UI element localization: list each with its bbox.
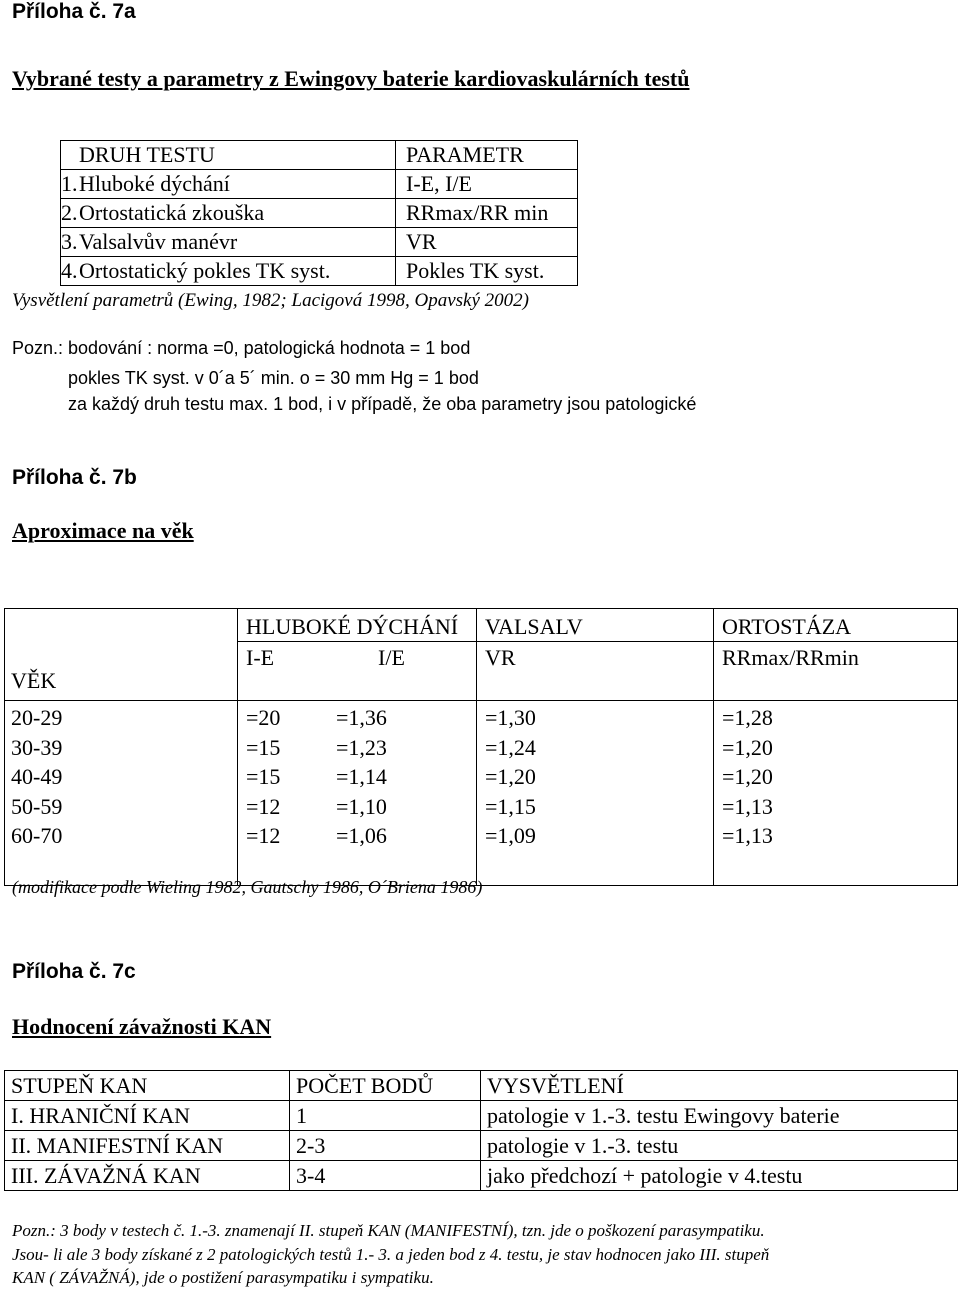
rr-value: =1,20 bbox=[722, 734, 773, 760]
rr-value: =1,13 bbox=[722, 793, 773, 819]
age-column bbox=[5, 701, 238, 886]
ie-value: =15 bbox=[246, 734, 281, 760]
test-cell bbox=[61, 199, 396, 228]
table-row bbox=[5, 1131, 958, 1161]
ie-value: =12 bbox=[246, 793, 281, 819]
table-row bbox=[61, 257, 578, 286]
grade-cell: II. MANIFESTNÍ KAN bbox=[5, 1131, 290, 1161]
kan-severity-table bbox=[4, 1070, 958, 1191]
age-cell: 40-49 bbox=[11, 764, 63, 789]
age-cell: 30-39 bbox=[11, 734, 63, 760]
param-cell: I-E, I/E bbox=[396, 170, 578, 199]
subheader-rr: RRmax/RRmin bbox=[714, 642, 958, 701]
header-explanation: VYSVĚTLENÍ bbox=[481, 1071, 958, 1101]
explanation-cell: patologie v 1.-3. testu Ewingovy baterie bbox=[481, 1101, 958, 1131]
i-over-e-value: =1,14 bbox=[336, 764, 387, 789]
kan-note-line3: KAN ( ZÁVAŽNÁ), jde o postižení parasympatiku i sympatiku. bbox=[12, 1268, 434, 1287]
valsalva-column bbox=[477, 701, 714, 886]
age-approximation-table bbox=[4, 608, 958, 886]
table-row bbox=[246, 703, 476, 733]
test-name: Ortostatický pokles TK syst. bbox=[79, 258, 331, 283]
table-row bbox=[246, 762, 476, 792]
table-row bbox=[5, 1161, 958, 1191]
scoring-note-line3: za každý druh testu max. 1 bod, i v případě, že oba parametry jsou patologické bbox=[68, 394, 697, 414]
vr-value: =1,30 bbox=[485, 705, 536, 730]
table-header-row bbox=[5, 1071, 958, 1101]
rr-value: =1,13 bbox=[722, 823, 773, 848]
points-cell: 1 bbox=[290, 1101, 481, 1131]
table-body-row bbox=[5, 701, 958, 886]
header-points: POČET BODŮ bbox=[290, 1071, 481, 1101]
rr-value: =1,28 bbox=[722, 705, 773, 730]
grade-cell: III. ZÁVAŽNÁ KAN bbox=[5, 1161, 290, 1191]
vr-value: =1,15 bbox=[485, 793, 536, 819]
explanation-cell: jako předchozí + patologie v 4.testu bbox=[481, 1161, 958, 1191]
test-name: Valsalvův manévr bbox=[79, 229, 238, 254]
subheader-ie: I-E bbox=[246, 645, 275, 670]
subheader-vr: VR bbox=[477, 642, 714, 701]
header-age: VĚK bbox=[5, 609, 238, 701]
i-over-e-value: =1,23 bbox=[336, 734, 387, 760]
grade-cell: I. HRANIČNÍ KAN bbox=[5, 1101, 290, 1131]
age-cell: 50-59 bbox=[11, 793, 63, 819]
points-cell: 3-4 bbox=[290, 1161, 481, 1191]
points-cell: 2-3 bbox=[290, 1131, 481, 1161]
row-number: 2. bbox=[61, 200, 78, 225]
age-cell: 20-29 bbox=[11, 705, 63, 730]
table-row bbox=[5, 1101, 958, 1131]
vr-value: =1,24 bbox=[485, 734, 536, 760]
param-cell: RRmax/RR min bbox=[396, 199, 578, 228]
orthostasis-column bbox=[714, 701, 958, 886]
header-orthostasis: ORTOSTÁZA bbox=[714, 609, 958, 642]
scoring-note-line1: Pozn.: bodování : norma =0, patologická hodnota = 1 bod bbox=[12, 338, 471, 358]
header-parameter: PARAMETR bbox=[396, 141, 578, 170]
appendix-b-title: Aproximace na věk bbox=[12, 518, 194, 543]
ie-value: =12 bbox=[246, 823, 281, 848]
param-cell: VR bbox=[396, 228, 578, 257]
param-cell: Pokles TK syst. bbox=[396, 257, 578, 286]
appendix-a-title: Vybrané testy a parametry z Ewingovy baterie kardiovaskulárních testů bbox=[12, 66, 690, 91]
table-row bbox=[246, 792, 476, 822]
subheader-deep-breathing bbox=[238, 642, 477, 701]
rr-value: =1,20 bbox=[722, 764, 773, 789]
table-caption: Vysvětlení parametrů (Ewing, 1982; Lacigová 1998, Opavský 2002) bbox=[12, 290, 529, 311]
table-row bbox=[61, 228, 578, 257]
row-number: 1. bbox=[61, 171, 78, 196]
test-name: Ortostatická zkouška bbox=[79, 200, 265, 225]
tests-table bbox=[60, 140, 578, 286]
table-row bbox=[61, 199, 578, 228]
appendix-a-heading: Příloha č. 7a bbox=[12, 0, 136, 23]
vr-value: =1,09 bbox=[485, 823, 536, 848]
appendix-c-heading: Příloha č. 7c bbox=[12, 960, 136, 983]
table-row bbox=[246, 821, 476, 851]
i-over-e-value: =1,36 bbox=[336, 705, 387, 730]
scoring-note-line2: pokles TK syst. v 0´a 5´ min. o = 30 mm Hg = 1 bod bbox=[68, 368, 479, 388]
test-cell bbox=[61, 170, 396, 199]
deep-breathing-column bbox=[238, 701, 477, 886]
header-test-type: DRUH TESTU bbox=[61, 141, 396, 170]
kan-note-line2: Jsou- li ale 3 body získané z 2 patologických testů 1.- 3. a jeden bod z 4. testu, je stav hodnocen jako III. stupeň bbox=[12, 1245, 770, 1264]
age-table-caption: (modifikace podle Wieling 1982, Gautschy 1986, O´Briena 1986) bbox=[12, 877, 483, 897]
appendix-c-title: Hodnocení závažnosti KAN bbox=[12, 1014, 272, 1039]
subheader-i-over-e: I/E bbox=[378, 645, 405, 670]
header-grade: STUPEŇ KAN bbox=[5, 1071, 290, 1101]
table-header-row bbox=[5, 609, 958, 642]
age-cell: 60-70 bbox=[11, 823, 63, 848]
test-cell bbox=[61, 228, 396, 257]
ie-value: =15 bbox=[246, 764, 281, 789]
ie-value: =20 bbox=[246, 705, 281, 730]
header-deep-breathing: HLUBOKÉ DÝCHÁNÍ bbox=[238, 609, 477, 642]
appendix-b-heading: Příloha č. 7b bbox=[12, 466, 137, 489]
i-over-e-value: =1,06 bbox=[336, 823, 387, 848]
table-header-row bbox=[61, 141, 578, 170]
i-over-e-value: =1,10 bbox=[336, 793, 387, 819]
test-name: Hluboké dýchání bbox=[79, 171, 230, 196]
header-valsalva: VALSALV bbox=[477, 609, 714, 642]
row-number: 3. bbox=[61, 229, 78, 254]
explanation-cell: patologie v 1.-3. testu bbox=[481, 1131, 958, 1161]
kan-note-line1: Pozn.: 3 body v testech č. 1.-3. znamenají II. stupeň KAN (MANIFESTNÍ), tzn. jde o poškození parasympatiku. bbox=[12, 1221, 765, 1240]
table-row bbox=[246, 733, 476, 763]
test-cell bbox=[61, 257, 396, 286]
table-row bbox=[61, 170, 578, 199]
vr-value: =1,20 bbox=[485, 764, 536, 789]
row-number: 4. bbox=[61, 258, 78, 283]
